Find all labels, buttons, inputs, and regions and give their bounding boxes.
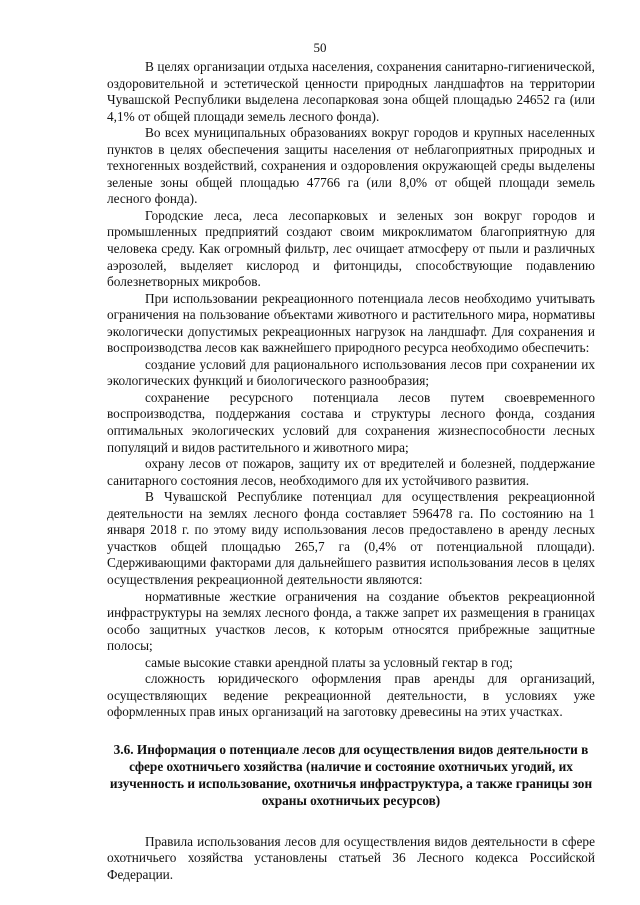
paragraph-green-zones: Во всех муниципальных образованиях вокруг городов и крупных населенных пунктов в целях обеспечения защиты населения от неблагоприятных природных и техногенных воздействий, сохранения и оздоровления окружающей среды выделены зеленые зоны общей площадью 47766 га (или 8,0% от общей площади земель лесного фонда). xyxy=(107,125,595,207)
list-item-rational-use: создание условий для рационального использования лесов при сохранении их экологических функций и биологического разнообразия; xyxy=(107,356,595,389)
section-intro-paragraph: Правила использования лесов для осуществления видов деятельности в сфере охотничьего хозяйства установлены статьей 36 Лесного кодекса Российской Федерации. xyxy=(107,833,595,882)
list-item-normative-restrictions: нормативные жесткие ограничения на создание объектов рекреационной инфраструктуры на землях лесного фонда, а также запрет их размещения в границах особо защитных участков лесов, к которым относятся прибрежные защитные полосы; xyxy=(107,588,595,654)
page-body xyxy=(107,59,595,884)
list-item-rental-rates: самые высокие ставки арендной платы за условный гектар в год; xyxy=(145,654,513,670)
list-item-fire-protection: охрану лесов от пожаров, защиту их от вредителей и болезней, поддержание санитарного состояния лесов, необходимого для их устойчивого развития. xyxy=(107,456,595,488)
paragraph-urban-forests: Городские леса, леса лесопарковых и зеленых зон вокруг городов и промышленных предприятий создают своим микроклиматом благоприятную для человека среду. Как огромный фильтр, лес очищает атмосферу от пыли и различных аэрозолей, выделяет кислород и фитонциды, способствующие подавлению болезнетворных микробов. xyxy=(107,207,595,290)
list-item-resource-potential: сохранение ресурсного потенциала лесов путем своевременного воспроизводства, поддержания состава и структуры лесного фонда, создания оптимальных экологических условий для сохранения жизнеспособности лесных популяций и видов растительного и животного мира; xyxy=(107,389,595,455)
page-number: 50 xyxy=(313,40,327,55)
list-item-legal-complexity: сложность юридического оформления прав аренды для организаций, осуществляющих ведение рекреационной деятельности, в условиях уже оформленных прав иных организаций на заготовку древесины на этих участках. xyxy=(107,671,595,720)
paragraph-recreation-potential: При использовании рекреационного потенциала лесов необходимо учитывать ограничения на пользование объектами животного и растительного мира, нормативы экологически допустимых рекреационных нагрузок на ландшафт. Для сохранения и воспроизводства лесов как важнейшего природного ресурса необходимо обеспечить: xyxy=(107,290,595,356)
paragraph-chuvash-potential: В Чувашской Республике потенциал для осуществления рекреационной деятельности на землях лесного фонда составляет 596478 га. По состоянию на 1 января 2018 г. по этому виду использования лесов предоставлено в аренду лесных участков общей площадью 265,7 га (0,4% от потенциальной площади). Сдерживающими факторами для дальнейшего развития использования лесов в целях осуществления рекреационной деятельности являются: xyxy=(107,489,595,587)
paragraph-recreation-zone: В целях организации отдыха населения, сохранения санитарно-гигиенической, оздоровительной и эстетической ценности природных ландшафтов на территории Чувашской Республики выделена лесопарковая зона общей площадью 24652 га (или 4,1% от общей площади земель лесного фонда). xyxy=(107,59,595,124)
section-heading: 3.6. Информация о потенциале лесов для осуществления видов деятельности в сфере охотничьего хозяйства (наличие и состояние охотничьих угодий, их изученность и использование, охотничья инфраструктура, а также границы зон охраны охотничьих ресурсов) xyxy=(109,741,593,808)
